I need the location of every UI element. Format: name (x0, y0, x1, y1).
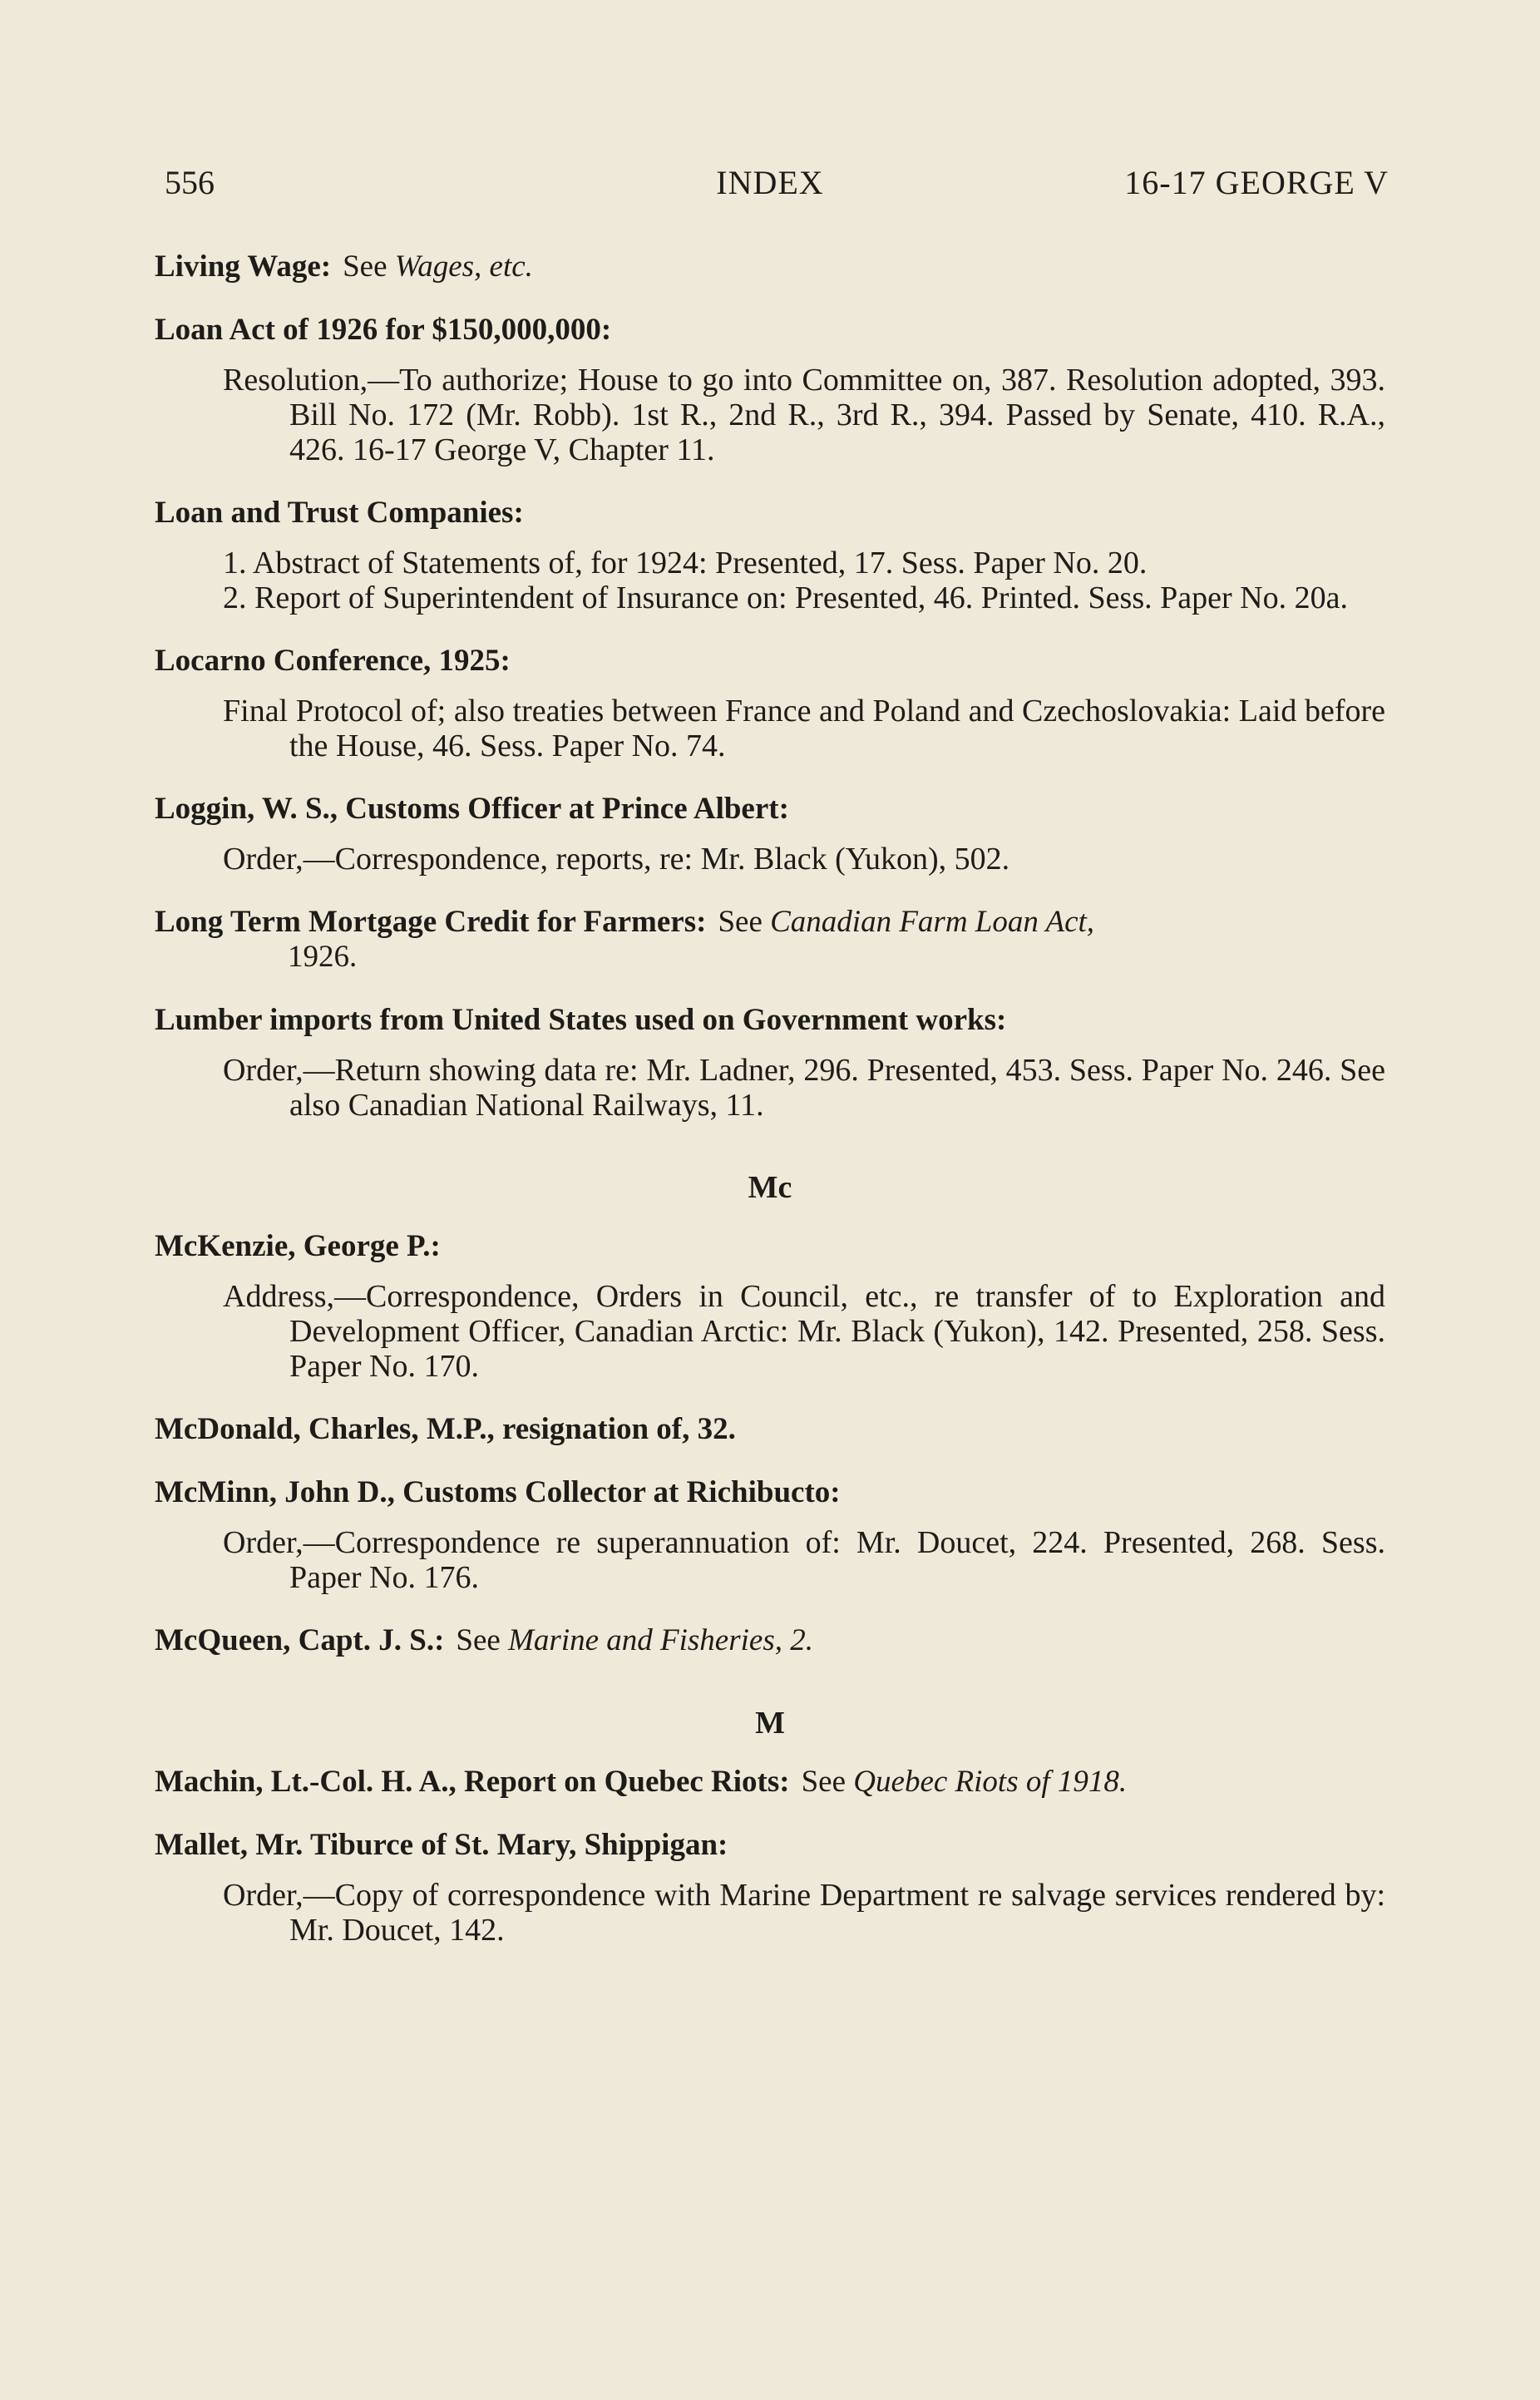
see-reference: Quebec Riots of 1918. (853, 1765, 1128, 1799)
index-entry (155, 1828, 1385, 1948)
see-prefix: See (718, 905, 763, 939)
see-prefix: See (343, 249, 387, 284)
section-heading-mc: Mc (748, 1170, 792, 1205)
entry-item: Resolution,—To authorize; House to go into Committee on, 387. Resolution adopted, 393. Bill No. 172 (Mr. Robb). 1st R., 2nd R., 3rd R., 394. Passed by Senate, 410. R.A., 426. 16-17 George V, Chapter 11. (223, 363, 1385, 467)
see-prefix: See (456, 1623, 501, 1657)
session-title: 16-17 GEORGE V (1124, 164, 1389, 201)
see-reference: Wages, etc. (394, 249, 533, 284)
index-body (155, 249, 1385, 1976)
page-number: 556 (165, 164, 215, 201)
see-continuation: 1926. (288, 940, 358, 974)
page-title: INDEX (716, 164, 824, 201)
entry-heading: Lumber imports from United States used on Government works: (155, 1003, 1007, 1037)
entry-item: Order,—Return showing data re: Mr. Ladner, 296. Presented, 453. Sess. Paper No. 246. See also Canadian National Railways, 11. (223, 1053, 1385, 1123)
index-entry (155, 1229, 1385, 1384)
entry-heading: Loggin, W. S., Customs Officer at Prince Albert: (155, 792, 789, 826)
entry-heading: Long Term Mortgage Credit for Farmers: (155, 905, 707, 939)
index-entry (155, 1412, 1385, 1447)
entry-item: Order,—Correspondence, reports, re: Mr. Black (Yukon), 502. (223, 842, 1010, 877)
entry-heading: McMinn, John D., Customs Collector at Richibucto: (155, 1475, 841, 1509)
index-entry (155, 1003, 1385, 1123)
entry-item: Address,—Correspondence, Orders in Council, etc., re transfer of to Exploration and Development Officer, Canadian Arctic: Mr. Black (Yukon), 142. Presented, 258. Sess. Paper No. 170. (223, 1279, 1385, 1384)
index-entry (155, 644, 1385, 763)
index-entry (155, 1475, 1385, 1595)
see-reference: Marine and Fisheries, 2. (508, 1623, 813, 1657)
index-entry (155, 496, 1385, 615)
see-reference: Canadian Farm Loan Act, (770, 905, 1095, 939)
index-entry (155, 1623, 1385, 1658)
entry-heading: Machin, Lt.-Col. H. A., Report on Quebec Riots: (155, 1765, 790, 1799)
entry-heading: Loan and Trust Companies: (155, 496, 524, 530)
index-entry (155, 792, 1385, 877)
index-entry (155, 1765, 1385, 1800)
index-entry (155, 249, 1385, 284)
entry-heading: Loan Act of 1926 for $150,000,000: (155, 313, 612, 347)
entry-heading: Living Wage: (155, 249, 332, 284)
section-heading-m: M (755, 1706, 785, 1741)
entry-item: Order,—Correspondence re superannuation of: Mr. Doucet, 224. Presented, 268. Sess. Paper No. 176. (223, 1525, 1385, 1595)
entry-heading: McDonald, Charles, M.P., resignation of, 32. (155, 1412, 736, 1446)
index-entry (155, 905, 1385, 975)
entry-heading: McQueen, Capt. J. S.: (155, 1623, 445, 1657)
entry-item: Final Protocol of; also treaties between France and Poland and Czechoslovakia: Laid before the House, 46. Sess. Paper No. 74. (223, 694, 1385, 763)
entry-item: Order,—Copy of correspondence with Marine Department re salvage services rendered by: Mr. Doucet, 142. (223, 1878, 1385, 1948)
index-entry (155, 313, 1385, 467)
entry-heading: Locarno Conference, 1925: (155, 644, 511, 678)
see-prefix: See (801, 1765, 847, 1799)
entry-item: 2. Report of Superintendent of Insurance on: Presented, 46. Printed. Sess. Paper No. 20a. (223, 580, 1348, 615)
page-header (0, 163, 1540, 213)
entry-heading: McKenzie, George P.: (155, 1229, 441, 1263)
entry-item: 1. Abstract of Statements of, for 1924: Presented, 17. Sess. Paper No. 20. (223, 546, 1148, 580)
entry-heading: Mallet, Mr. Tiburce of St. Mary, Shippigan: (155, 1828, 728, 1862)
